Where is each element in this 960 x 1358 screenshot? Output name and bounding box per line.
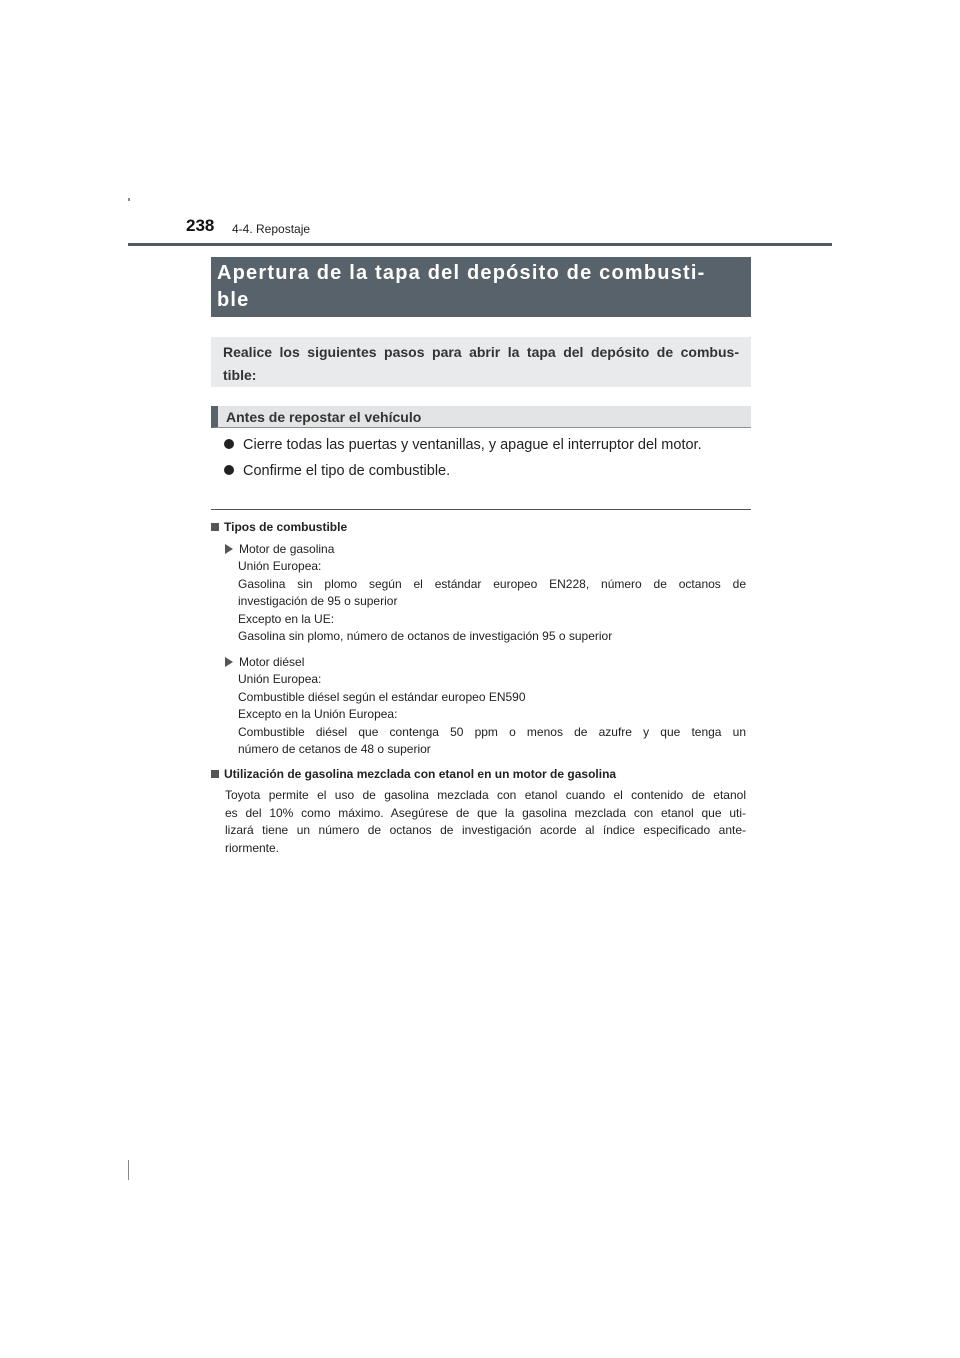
paragraph-line: es del 10% como máximo. Asegúrese de que la gasolina mezclada con etanol que uti- [225, 805, 746, 820]
ethanol-heading [211, 767, 616, 781]
detail-line: Gasolina sin plomo según el estándar europeo EN228, número de octanos de [238, 576, 746, 591]
square-bullet-icon [211, 523, 219, 531]
subheading: Antes de repostar el vehículo [211, 406, 751, 428]
intro-box [211, 337, 751, 387]
diesel-details [238, 671, 746, 759]
bullet-text: Confirme el tipo de combustible. [243, 463, 451, 479]
detail-line: Excepto en la Unión Europea: [238, 707, 398, 721]
gasoline-details [238, 558, 746, 646]
bullet-dot-icon [224, 439, 234, 449]
detail-line: número de cetanos de 48 o superior [238, 742, 431, 756]
detail-line: Combustible diésel según el estándar europeo EN590 [238, 689, 526, 704]
detail-line: Excepto en la UE: [238, 611, 335, 626]
triangle-bullet-icon [225, 657, 233, 667]
triangle-bullet-icon [225, 544, 233, 554]
section-divider [211, 509, 751, 510]
detail-line: investigación de 95 o superior [238, 594, 398, 608]
intro-line-2: tible: [223, 367, 257, 383]
gasoline-label: Motor de gasolina [239, 542, 335, 556]
page-number: 238 [186, 216, 215, 235]
section-title-line-2: ble [217, 289, 250, 311]
paragraph-line: lizará tiene un número de octanos de investigación acorde al índice especificado ante- [225, 823, 746, 837]
header-rule [128, 243, 832, 246]
ethanol-heading-text: Utilización de gasolina mezclada con etanol en un motor de gasolina [224, 767, 617, 781]
detail-line: Unión Europea: [238, 559, 322, 573]
fuel-types-heading-text: Tipos de combustible [224, 520, 348, 534]
square-bullet-icon [211, 770, 219, 778]
bullet-item [224, 437, 702, 453]
bullet-item [224, 463, 450, 479]
detail-line: Combustible diésel que contenga 50 ppm o menos de azufre y que tenga un [238, 724, 746, 739]
bullet-dot-icon [224, 465, 234, 475]
ethanol-paragraph [225, 787, 746, 857]
paragraph-line: Toyota permite el uso de gasolina mezclada con etanol cuando el contenido de etanol [225, 788, 746, 802]
margin-mark [128, 1160, 129, 1180]
diesel-label: Motor diésel [239, 655, 305, 669]
section-title [211, 257, 751, 317]
intro-line-1: Realice los siguientes pasos para abrir la tapa del depósito de combus- [223, 344, 739, 360]
detail-line: Unión Europea: [238, 672, 322, 686]
fuel-types-heading [211, 520, 347, 534]
section-title-line-1: Apertura de la tapa del depósito de combusti- [217, 262, 706, 284]
gasoline-item [225, 542, 334, 556]
margin-mark [128, 198, 130, 201]
section-reference: 4-4. Repostaje [232, 222, 311, 236]
bullet-text: Cierre todas las puertas y ventanillas, y apague el interruptor del motor. [243, 437, 702, 453]
paragraph-line: riormente. [225, 840, 280, 855]
detail-line: Gasolina sin plomo, número de octanos de investigación 95 o superior [238, 629, 613, 643]
diesel-item [225, 655, 304, 669]
